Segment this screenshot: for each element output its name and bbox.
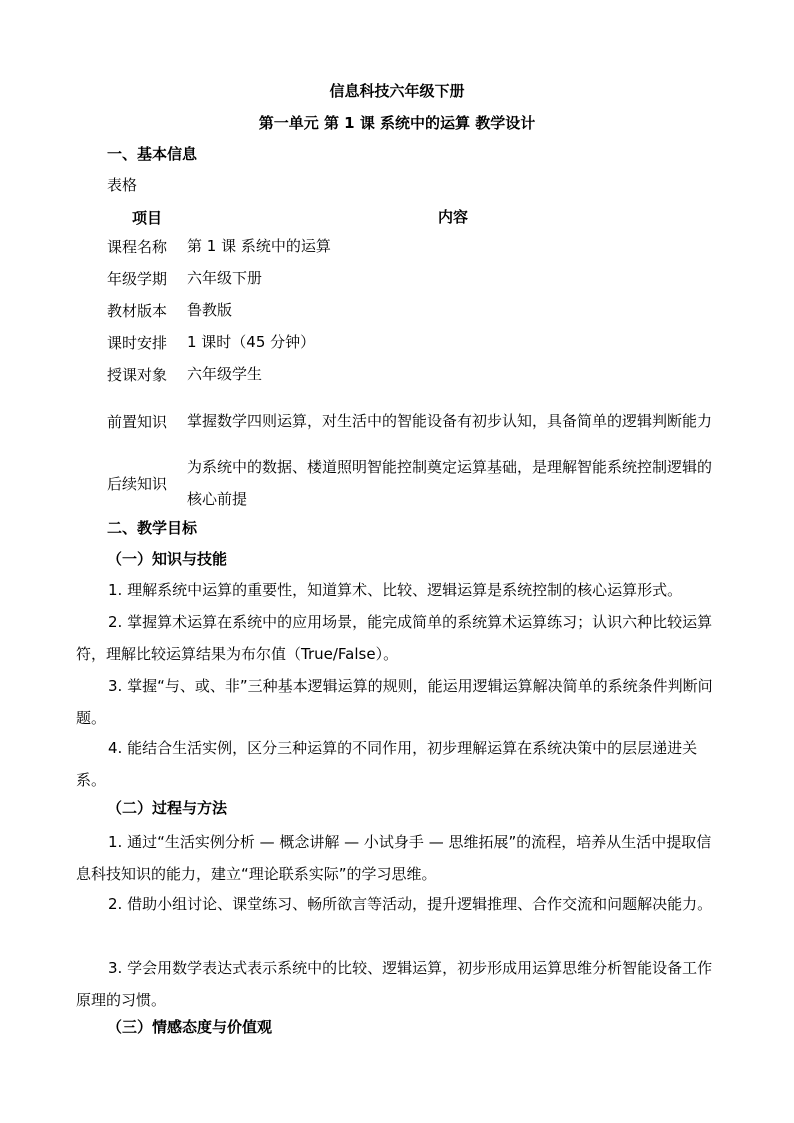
- document-title: 信息科技六年级下册: [329, 82, 465, 100]
- table-cell-value: 1 课时（45 分钟）: [187, 333, 316, 351]
- section-heading-objectives: 二、教学目标: [107, 519, 198, 537]
- table-row: [107, 452, 719, 514]
- table-row: [107, 294, 719, 326]
- basic-info-table: [107, 204, 719, 514]
- table-cell-key: 前置知识: [107, 412, 168, 431]
- table-header-item: 项目: [131, 208, 162, 227]
- document-subtitle: 第一单元 第 1 课 系统中的运算 教学设计: [258, 114, 536, 132]
- table-cell-value: 掌握数学四则运算，对生活中的智能设备有初步认知，具备简单的逻辑判断能力: [187, 412, 713, 430]
- table-row: [107, 262, 719, 294]
- objective-knowledge-1: 1. 理解系统中运算的重要性，知道算术、比较、逻辑运算是系统控制的核心运算形式。: [108, 581, 683, 599]
- subsection-heading-knowledge: （一）知识与技能: [107, 550, 228, 568]
- table-cell-value: 鲁教版: [187, 301, 233, 319]
- objective-process-2: 2. 借助小组讨论、课堂练习、畅所欲言等活动，提升逻辑推理、合作交流和问题解决能力。: [108, 895, 713, 913]
- subsection-heading-attitude: （三）情感态度与价值观: [107, 1018, 273, 1036]
- table-row: [107, 390, 719, 452]
- table-caption: 表格: [107, 176, 138, 194]
- table-header-row: [107, 204, 719, 230]
- section-heading-basic-info: 一、基本信息: [107, 145, 198, 163]
- table-cell-key: 年级学期: [107, 269, 168, 288]
- table-cell-key: 课程名称: [107, 237, 168, 256]
- table-cell-key: 课时安排: [107, 333, 168, 352]
- table-cell-value: 六年级学生: [187, 365, 263, 383]
- table-cell-key: 后续知识: [107, 474, 168, 493]
- objective-knowledge-2: 2. 掌握算术运算在系统中的应用场景，能完成简单的系统算术运算练习；认识六种比较运算符，理解比较运算结果为布尔值（True/False）。: [76, 613, 713, 663]
- table-row: [107, 326, 719, 358]
- table-header-content: 内容: [437, 208, 468, 226]
- table-row: [107, 358, 719, 390]
- table-cell-value: 为系统中的数据、楼道照明智能控制奠定运算基础，是理解智能系统控制逻辑的核心前提: [187, 458, 713, 508]
- table-cell-key: 授课对象: [107, 365, 168, 384]
- objective-process-3: 3. 学会用数学表达式表示系统中的比较、逻辑运算，初步形成用运算思维分析智能设备工作原理的习惯。: [76, 959, 713, 1009]
- table-cell-key: 教材版本: [107, 301, 168, 320]
- objective-knowledge-3: 3. 掌握“与、或、非”三种基本逻辑运算的规则，能运用逻辑运算解决简单的系统条件判断问题。: [76, 677, 713, 727]
- table-row: [107, 230, 719, 262]
- objective-process-1: 1. 通过“生活实例分析 — 概念讲解 — 小试身手 — 思维拓展”的流程，培养从生活中提取信息科技知识的能力，建立“理论联系实际”的学习思维。: [76, 833, 712, 883]
- table-cell-value: 六年级下册: [187, 269, 263, 287]
- table-cell-value: 第 1 课 系统中的运算: [187, 237, 331, 255]
- objective-knowledge-4: 4. 能结合生活实例，区分三种运算的不同作用，初步理解运算在系统决策中的层层递进关系。: [76, 739, 698, 789]
- subsection-heading-process: （二）过程与方法: [107, 799, 228, 817]
